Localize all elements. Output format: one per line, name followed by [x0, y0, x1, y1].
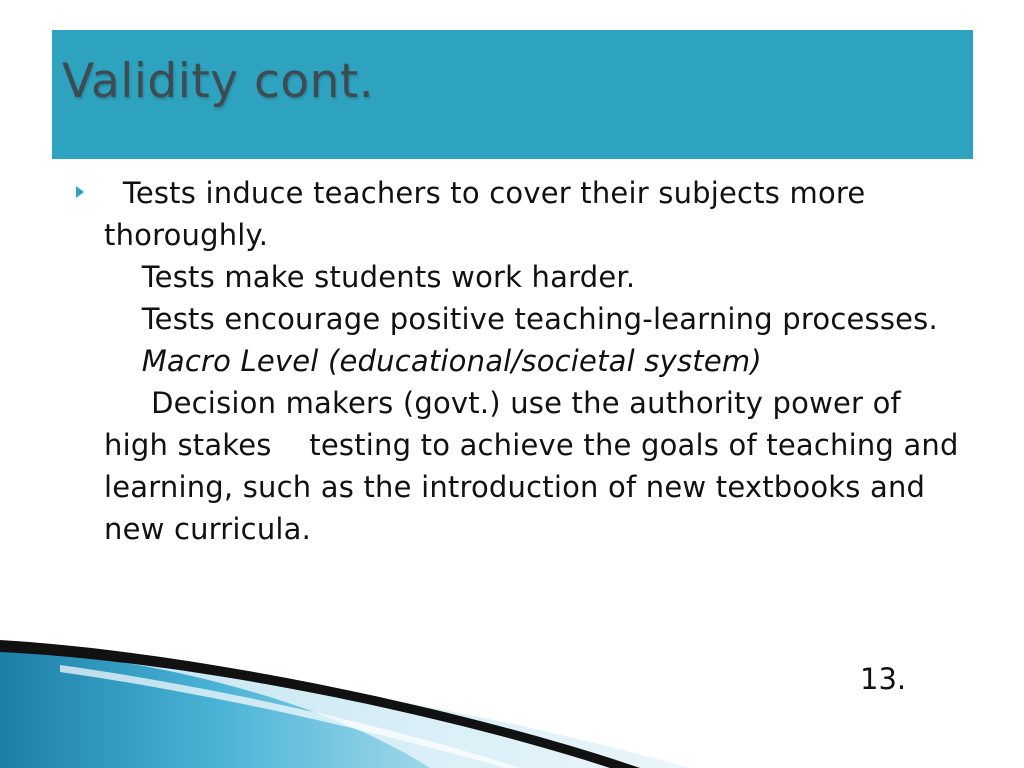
paragraph-2: Tests make students work harder. — [104, 260, 636, 294]
paragraph-1: Tests induce teachers to cover their subjects more thoroughly. — [104, 176, 875, 252]
paragraph-3: Tests encourage positive teaching-learning processes. — [104, 302, 938, 336]
page-number: 13. — [860, 662, 907, 696]
paragraph-5: Decision makers (govt.) use the authority power of high stakes testing to achieve the goals of teaching and learning, such as the introduction of new textbooks and new curricula. — [104, 386, 969, 546]
triangle-bullet-icon — [76, 186, 84, 198]
slide-body — [104, 172, 974, 550]
slide-title: Validity cont. — [62, 54, 375, 109]
paragraph-4-subheading: Macro Level (educational/societal system) — [104, 344, 762, 378]
